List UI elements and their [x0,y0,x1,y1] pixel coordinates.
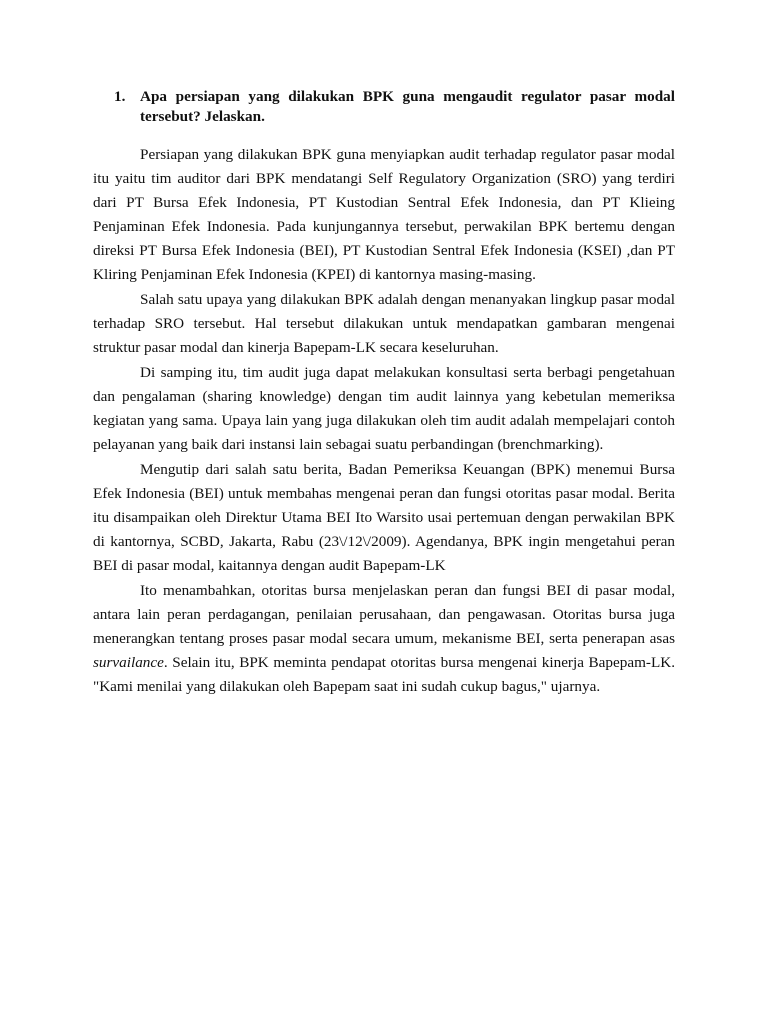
paragraph-5 [93,579,675,699]
paragraph-4: Mengutip dari salah satu berita, Badan Pemeriksa Keuangan (BPK) menemui Bursa Efek Indonesia (BEI) untuk membahas mengenai peran dan fungsi otoritas pasar modal. Berita itu disampaikan oleh Direktur Utama BEI Ito Warsito usai pertemuan dengan perwakilan BPK di kantornya, SCBD, Jakarta, Rabu (23\/12\/2009). Agendanya, BPK ingin mengetahui peran BEI di pasar modal, kaitannya dengan audit Bapepam-LK [93,460,675,575]
question-number: 1. [114,88,126,105]
question-item [114,87,675,127]
answer-body [93,143,675,700]
paragraph-3: Di samping itu, tim audit juga dapat melakukan konsultasi serta berbagi pengetahuan dan pengalaman (sharing knowledge) dengan tim audit lainnya yang kebetulan memeriksa kegiatan yang sama. Upaya lain yang juga dilakukan oleh tim audit adalah mempelajari contoh pelayanan yang baik dari instansi lain sebagai suatu perbandingan (brenchmarking). [93,363,675,454]
paragraph-1: Persiapan yang dilakukan BPK guna menyiapkan audit terhadap regulator pasar modal itu yaitu tim auditor dari BPK mendatangi Self Regulatory Organization (SRO) yang terdiri dari PT Bursa Efek Indonesia, PT Kustodian Sentral Efek Indonesia, dan PT Klieing Penjaminan Efek Indonesia. Pada kunjungannya tersebut, perwakilan BPK bertemu dengan direksi PT Bursa Efek Indonesia (BEI), PT Kustodian Sentral Efek Indonesia (KSEI) ,dan PT Kliring Penjaminan Efek Indonesia (KPEI) di kantornya masing-masing. [93,146,675,284]
paragraph-5-text-start: Ito menambahkan, otoritas bursa menjelaskan peran dan fungsi BEI di pasar modal, antara lain peran perdagangan, penilaian perusahaan, dan pengawasan. Otoritas bursa juga menerangkan tentang proses pasar modal secara umum, mekanisme BEI, serta penerapan asas [93,581,675,647]
paragraph-2: Salah satu upaya yang dilakukan BPK adalah dengan menanyakan lingkup pasar modal terhadap SRO tersebut. Hal tersebut dilakukan untuk mendapatkan gambaran mengenai struktur pasar modal dan kinerja Bapepam-LK secara keseluruhan. [93,291,675,357]
italic-term: survailance [93,653,164,671]
question-text: Apa persiapan yang dilakukan BPK guna mengaudit regulator pasar modal tersebut? Jelaskan. [140,88,675,125]
paragraph-5-text-end: . Selain itu, BPK meminta pendapat otoritas bursa mengenai kinerja Bapepam-LK. "Kami menilai yang dilakukan oleh Bapepam saat ini sudah cukup bagus," ujarnya. [93,653,675,696]
